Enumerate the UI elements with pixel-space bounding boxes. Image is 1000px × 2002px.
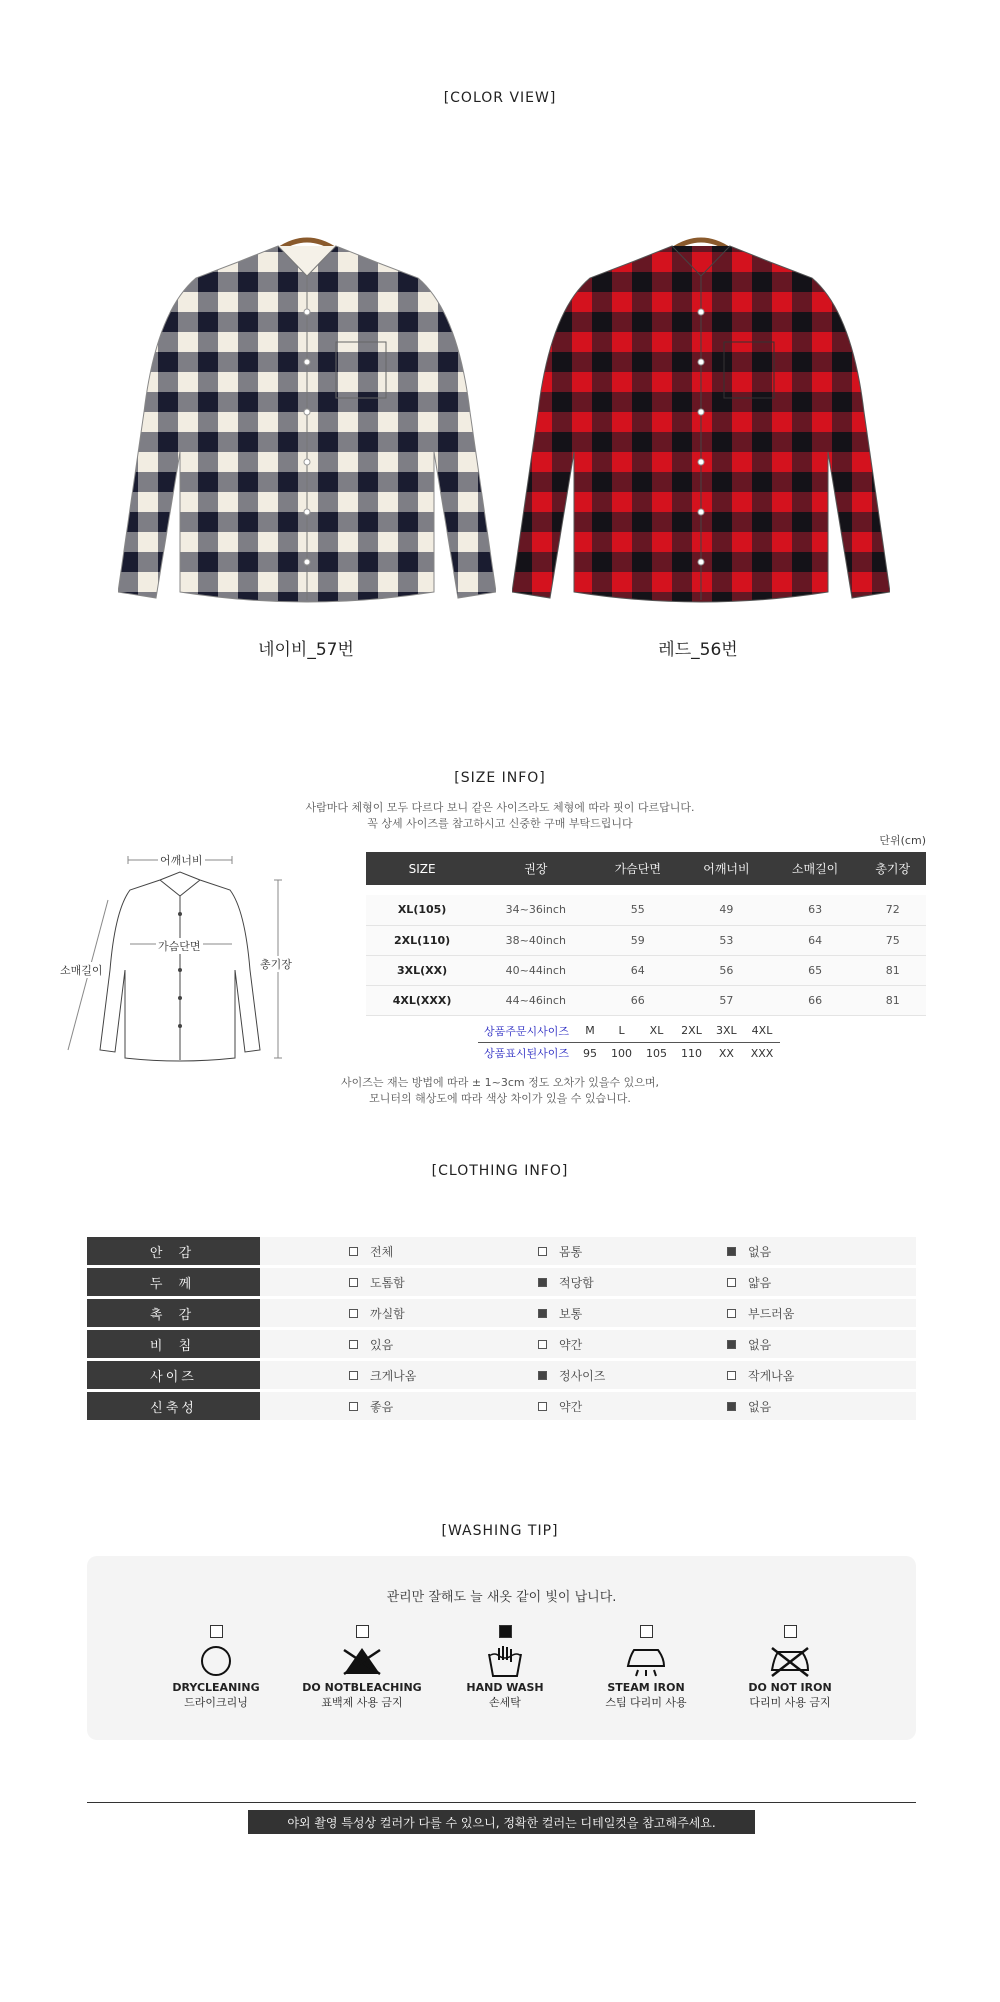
table-cell: 34~36inch: [478, 895, 593, 925]
checkbox-checked-icon: [538, 1278, 547, 1287]
size-footnote-line2: 모니터의 해상도에 따라 색상 차이가 있을 수 있습니다.: [369, 1092, 631, 1105]
wash-item-name: HAND WASH: [466, 1681, 544, 1694]
table-cell: 38~40inch: [478, 925, 593, 955]
washing-tip-box: [87, 1556, 916, 1740]
checkbox-checked-icon: [727, 1340, 736, 1349]
clothing-row-label: 촉 감: [87, 1299, 260, 1327]
option-label: 있음: [370, 1337, 394, 1352]
checkbox-icon: [640, 1625, 653, 1638]
checkbox-checked-icon: [538, 1309, 547, 1318]
compare-cell: XX: [718, 1046, 734, 1060]
compare-cell: XXX: [750, 1046, 774, 1060]
wash-item-name: DO NOT IRON: [748, 1681, 832, 1694]
header-cell: 어깨너비: [682, 852, 771, 885]
option-label: 도톰함: [370, 1275, 405, 1290]
compare-cell: 100: [611, 1046, 633, 1060]
table-cell: 81: [859, 985, 926, 1015]
steam-iron-icon: [624, 1644, 668, 1678]
diagram-chest-label: 가슴단면: [158, 940, 201, 953]
table-cell: 56: [682, 955, 771, 985]
compare-cell: 2XL: [674, 1020, 709, 1042]
table-cell: 44~46inch: [478, 985, 593, 1015]
compare-cell: 105: [646, 1046, 668, 1060]
wash-item-steam-iron: [571, 1625, 721, 1710]
checkbox-icon: [538, 1247, 547, 1256]
clothing-row-size: [87, 1361, 916, 1389]
compare-cell: 4XL: [744, 1020, 781, 1042]
unit-label: 단위(cm): [879, 834, 926, 847]
clothing-info-table: [87, 1237, 916, 1423]
clothing-row-lining: [87, 1237, 916, 1265]
color-notice-banner: 야외 촬영 특성상 컬러가 다를 수 있으니, 정확한 컬러는 디테일컷을 참고해주세요.: [248, 1810, 755, 1834]
checkbox-icon: [538, 1402, 547, 1411]
option-label: 약간: [559, 1337, 583, 1352]
option-label: 얇음: [748, 1275, 772, 1290]
table-cell: 40~44inch: [478, 955, 593, 985]
navy-shirt-image: [118, 232, 496, 616]
no-bleach-icon: [340, 1644, 384, 1678]
table-cell: 57: [682, 985, 771, 1015]
checkbox-icon: [727, 1371, 736, 1380]
checkbox-checked-icon: [538, 1371, 547, 1380]
compare-cell: M: [576, 1020, 604, 1042]
table-cell: 64: [771, 925, 860, 955]
checkbox-checked-icon: [499, 1625, 512, 1638]
table-cell: 49: [682, 895, 771, 925]
no-iron-icon: [768, 1644, 812, 1678]
option-label: 없음: [748, 1399, 772, 1414]
compare-cell: 3XL: [709, 1020, 744, 1042]
checkbox-icon: [349, 1309, 358, 1318]
option-label: 까실함: [370, 1306, 405, 1321]
header-cell: 소매길이: [771, 852, 860, 885]
checkbox-icon: [356, 1625, 369, 1638]
tag-size-row: [478, 1042, 780, 1064]
header-cell: 가슴단면: [593, 852, 682, 885]
option-label: 약간: [559, 1399, 583, 1414]
table-cell: 59: [593, 925, 682, 955]
clothing-row-texture: [87, 1299, 916, 1327]
compare-cell: 95: [583, 1046, 598, 1060]
table-cell: 81: [859, 955, 926, 985]
checkbox-icon: [727, 1278, 736, 1287]
wash-item-name: DO NOTBLEACHING: [302, 1681, 422, 1694]
table-cell: 64: [593, 955, 682, 985]
checkbox-icon: [349, 1402, 358, 1411]
option-label: 몸통: [559, 1244, 583, 1259]
size-table-header: [366, 852, 926, 885]
wash-item-no-bleach: [287, 1625, 437, 1710]
clothing-row-thickness: [87, 1268, 916, 1296]
table-cell: 72: [859, 895, 926, 925]
wash-item-sub: 드라이크리닝: [184, 1696, 248, 1709]
clothing-row-label: 안 감: [87, 1237, 260, 1265]
wash-item-name: DRYCLEANING: [172, 1681, 260, 1694]
washing-tip-title: [WASHING TIP]: [441, 1523, 559, 1539]
checkbox-icon: [349, 1340, 358, 1349]
size-info-title: [SIZE INFO]: [454, 770, 546, 786]
checkbox-icon: [784, 1625, 797, 1638]
option-label: 부드러움: [748, 1306, 795, 1321]
wash-item-sub: 다리미 사용 금지: [749, 1696, 831, 1709]
option-label: 작게나옴: [748, 1368, 795, 1383]
table-row: [366, 985, 926, 1015]
option-label: 전체: [370, 1244, 394, 1259]
washing-headline: 관리만 잘해도 늘 새옷 같이 빛이 납니다.: [386, 1590, 617, 1605]
table-row: [366, 925, 926, 955]
diagram-sleeve-label: 소매길이: [60, 964, 103, 977]
table-cell: 66: [771, 985, 860, 1015]
clothing-row-sheerness: [87, 1330, 916, 1358]
option-label: 크게나옴: [370, 1368, 417, 1383]
checkbox-checked-icon: [727, 1247, 736, 1256]
table-cell: 53: [682, 925, 771, 955]
clothing-row-label: 사이즈: [87, 1361, 260, 1389]
wash-item-hand-wash: [430, 1625, 580, 1710]
checkbox-icon: [349, 1278, 358, 1287]
table-row: [366, 955, 926, 985]
clothing-row-label: 두 께: [87, 1268, 260, 1296]
checkbox-icon: [349, 1371, 358, 1380]
size-cell: 3XL(XX): [366, 955, 478, 985]
checkbox-icon: [727, 1309, 736, 1318]
size-cell: 4XL(XXX): [366, 985, 478, 1015]
tag-size-label: 상품표시된사이즈: [484, 1047, 570, 1061]
option-label: 적당함: [559, 1275, 594, 1290]
size-note-line1: 사람마다 체형이 모두 다르다 보니 같은 사이즈라도 체형에 따라 핏이 다르답니다.: [305, 801, 695, 814]
header-cell: 총기장: [859, 852, 926, 885]
checkbox-icon: [538, 1340, 547, 1349]
option-label: 없음: [748, 1244, 772, 1259]
clothing-row-label: 신축성: [87, 1392, 260, 1420]
hand-wash-icon: [485, 1644, 525, 1678]
order-size-row: [478, 1020, 780, 1042]
order-size-label: 상품주문시사이즈: [478, 1020, 576, 1042]
wash-item-sub: 표백제 사용 금지: [321, 1696, 403, 1709]
table-cell: 63: [771, 895, 860, 925]
diagram-length-label: 총기장: [260, 958, 292, 971]
size-cell: 2XL(110): [366, 925, 478, 955]
drycleaning-icon: [199, 1644, 233, 1678]
table-cell: 66: [593, 985, 682, 1015]
navy-color-label: 네이비_57번: [258, 640, 354, 660]
compare-cell: XL: [639, 1020, 674, 1042]
clothing-row-label: 비 침: [87, 1330, 260, 1358]
option-label: 정사이즈: [559, 1368, 606, 1383]
size-cell: XL(105): [366, 895, 478, 925]
table-row: [366, 895, 926, 925]
wash-item-drycleaning: [141, 1625, 291, 1710]
red-shirt-image: [512, 232, 890, 616]
checkbox-icon: [210, 1625, 223, 1638]
clothing-info-title: [CLOTHING INFO]: [431, 1163, 569, 1179]
option-label: 좋음: [370, 1399, 394, 1414]
color-view-title: [COLOR VIEW]: [443, 90, 557, 106]
option-label: 보통: [559, 1306, 583, 1321]
checkbox-checked-icon: [727, 1402, 736, 1411]
size-footnote-line1: 사이즈는 재는 방법에 따라 ± 1~3cm 정도 오차가 있을수 있으며,: [341, 1076, 659, 1089]
wash-item-sub: 손세탁: [489, 1696, 521, 1709]
table-cell: 75: [859, 925, 926, 955]
divider: [87, 1802, 916, 1803]
clothing-row-elasticity: [87, 1392, 916, 1420]
size-compare-table: [478, 1020, 780, 1064]
size-note-line2: 꼭 상세 사이즈를 참고하시고 신중한 구매 부탁드립니다: [367, 817, 633, 830]
table-cell: 65: [771, 955, 860, 985]
wash-item-sub: 스팀 다리미 사용: [605, 1696, 687, 1709]
diagram-shoulder-label: 어깨너비: [160, 854, 203, 867]
red-color-label: 레드_56번: [658, 640, 738, 660]
checkbox-icon: [349, 1247, 358, 1256]
compare-cell: 110: [681, 1046, 703, 1060]
option-label: 없음: [748, 1337, 772, 1352]
size-diagram: [60, 850, 300, 1070]
wash-item-no-iron: [715, 1625, 865, 1710]
compare-cell: L: [604, 1020, 639, 1042]
wash-item-name: STEAM IRON: [607, 1681, 685, 1694]
header-cell: 권장: [478, 852, 593, 885]
size-table: [366, 852, 926, 1016]
header-cell: SIZE: [366, 852, 478, 885]
table-cell: 55: [593, 895, 682, 925]
